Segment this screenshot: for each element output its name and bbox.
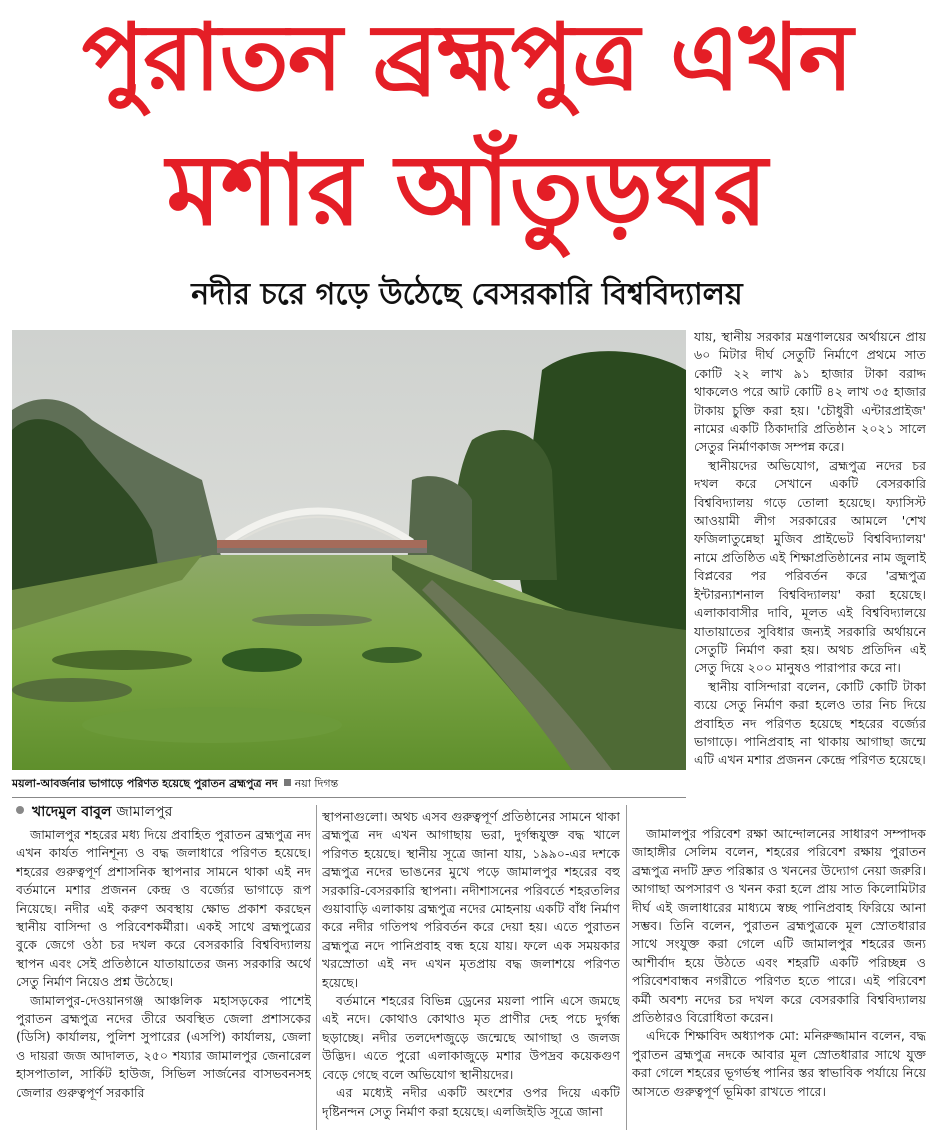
paragraph: এদিকে শিক্ষাবিদ অধ্যাপক মো: মনিরুজ্জামান বলেন, বদ্ধ পুরাতন ব্রহ্মপুত্র নদকে আবার মূল স্রোতধারার সাথে যুক্ত করা গেলে শহরের ভূগর্ভস্থ পানির স্তর স্বাভাবিক পর্যায়ে নিয়ে আসতে গুরুত্বপূর্ণ ভূমিকা রাখতে পারে। [632,1028,926,1099]
paragraph: জামালপুর শহরের মধ্য দিয়ে প্রবাহিত পুরাতন ব্রহ্মপুত্র নদ এখন কার্যত পানিশূন্য ও বদ্ধ জলাধারে পরিণত হয়েছে। শহরের গুরুত্বপূর্ণ প্রশাসনিক স্থাপনার সামনে থাকা এই নদ বর্তমানে মশার প্রজনন কেন্দ্র ও বর্জ্যের ভাগাড়ে রূপ নিয়েছে। নদীর এই করুণ অবস্থায় ক্ষোভ প্রকাশ করছেন স্থানীয় বাসিন্দা ও পরিবেশকর্মীরা। একই সাথে ব্রহ্মপুত্রের বুকে জেগে ওঠা চর দখল করে বেসরকারি বিশ্ববিদ্যালয় স্থাপন এবং সেই প্রতিষ্ঠানে যাতায়াতের জন্য সরকারি অর্থে সেতু নির্মাণ নিয়েও প্রশ্ন উঠেছে। [16,827,311,990]
column-divider [626,805,627,1130]
subheadline: নদীর চরে গড়ে উঠেছে বেসরকারি বিশ্ববিদ্যালয় [191,277,743,312]
paragraph: স্থাপনাগুলো। অথচ এসব গুরুত্বপূর্ণ প্রতিষ্ঠানের সামনে থাকা ব্রহ্মপুত্র নদ এখন আগাছায় ভরা, দুর্গন্ধযুক্ত বদ্ধ খালে পরিণত হয়েছে। স্থানীয় সূত্রে জানা যায়, ১৯৯০-এর দশকে ব্রহ্মপুত্র নদের ভাঙনের মুখে পড়ে জামালপুর শহরের বহু সরকারি-বেসরকারি স্থাপনা। নদীশাসনের পরিবর্তে শহরতলির গুয়াবাড়ি এলাকায় ব্রহ্মপুত্র নদের মোহনায় একটি বাঁধ নির্মাণ করে নদীর গতিপথ পরিবর্তন করে দেয়া হয়। এতে পুরাতন ব্রহ্মপুত্র নদে পানিপ্রবাহ বন্ধ হয়ে যায়। ফলে এক সময়কার খরস্রোতা এই নদ এখন মৃতপ্রায় বদ্ধ জলাশয়ে পরিণত হয়েছে। [322,809,620,990]
bullet-icon [16,806,24,814]
article-column-2 [322,808,620,1128]
article-column-3-top [694,328,926,814]
photo-caption [12,775,686,798]
article-column-1 [16,826,311,1126]
byline [16,800,172,824]
river-photo [12,330,686,770]
paragraph: স্থানীয় বাসিন্দারা বলেন, কোটি কোটি টাকা ব্যয়ে সেতু নির্মাণ করা হলেও তার নিচ দিয়ে প্রবাহিত নদ পরিণত হয়েছে শহরের বর্জ্যের ভাগাড়ে। পানিপ্রবাহ না থাকায় আগাছা জন্মে এটি এখন মশার প্রজনন কেন্দ্রে পরিণত হয়েছে। [694,678,926,768]
paragraph: বর্তমানে শহরের বিভিন্ন ড্রেনের ময়লা পানি এসে জমছে এই নদে। কোথাও কোথাও মৃত প্রাণীর দেহ পচে দুর্গন্ধ ছড়াচ্ছে। নদীর তলদেশজুড়ে জন্মেছে আগাছা ও জলজ উদ্ভিদ। এতে পুরো এলাকাজুড়ে মশার উপদ্রব কয়েকগুণ বেড়ে গেছে বলে অভিযোগ স্থানীয়দের। [322,993,620,1082]
caption-text: ময়লা-আবর্জনার ভাগাড়ে পরিণত হয়েছে পুরাতন ব্রহ্মপুত্র নদ [12,777,278,790]
paragraph: জামালপুর-দেওয়ানগঞ্জ আঞ্চলিক মহাসড়কের পাশেই পুরাতন ব্রহ্মপুত্র নদের তীরে অবস্থিত জেলা প্রশাসকের (ডিসি) কার্যালয়, পুলিশ সুপারের (এসপি) কার্যালয়, জেলা ও দায়রা জজ আদালত, ২৫০ শয্যার জামালপুর জেনারেল হাসপাতাল, সার্কিট হাউজ, সিভিল সার্জনের বাসভবনসহ জেলার গুরুত্বপূর্ণ সরকারি [16,992,311,1100]
author-name: খাদেমুল বাবুল [32,804,112,820]
headline-line-2: মশার আঁতুড়ঘর [166,134,768,248]
byline-location: জামালপুর [116,804,173,820]
paragraph: যায়, স্থানীয় সরকার মন্ত্রণালয়ের অর্থায়নে প্রায় ৬০ মিটার দীর্ঘ সেতুটি নির্মাণে প্রথমে সাত কোটি ২২ লাখ ৯১ হাজার টাকা বরাদ্দ থাকলেও পরে আট কোটি ৪২ লাখ ৩৫ হাজার টাকায় চুক্তি করা হয়। 'চৌধুরী এন্টারপ্রাইজ' নামের একটি ঠিকাদারি প্রতিষ্ঠান ২০২১ সালে সেতুর নির্মাণকাজ সম্পন্ন করে। [694,329,926,455]
paragraph: জামালপুর পরিবেশ রক্ষা আন্দোলনের সাধারণ সম্পাদক জাহাঙ্গীর সেলিম বলেন, শহরের পরিবেশ রক্ষায় পুরাতন ব্রহ্মপুত্র নদটি দ্রুত পরিষ্কার ও খননের উদ্যোগ নেয়া জরুরি। আগাছা অপসারণ ও খনন করা হলে প্রায় সাত কিলোমিটার দীর্ঘ এই জলাধারের মাধ্যমে স্বচ্ছ পানিপ্রবাহ ফিরিয়ে আনা সম্ভব। তিনি বলেন, পুরাতন ব্রহ্মপুত্রকে মূল স্রোতধারার সাথে সংযুক্ত করা গেলে এটি জামালপুর শহরের জন্য আশীর্বাদ হয়ে উঠতে এবং শহরটি একটি পরিচ্ছন্ন ও পরিবেশবান্ধব নগরীতে পরিণত হতে পারে। এই পরিবেশ কর্মী অবশ্য নদের চর দখল করে বেসরকারি বিশ্ববিদ্যালয় প্রতিষ্ঠারও বিরোধিতা করেন। [632,826,926,1026]
photo-credit: নয়া দিগন্ত [294,777,339,790]
square-bullet-icon [284,779,291,786]
column-divider [316,805,317,1130]
headline-line-1: পুরাতন ব্রহ্মপুত্র এখন [81,4,853,111]
paragraph: এর মধ্যেই নদীর একটি অংশের ওপর দিয়ে একটি দৃষ্টিনন্দন সেতু নির্মাণ করা হয়েছে। এলজিইডি সূত্রে জানা [322,1085,620,1119]
paragraph: স্থানীয়দের অভিযোগ, ব্রহ্মপুত্র নদের চর দখল করে সেখানে একটি বেসরকারি বিশ্ববিদ্যালয় গড়ে তোলা হয়েছে। ফ্যাসিস্ট আওয়ামী লীগ সরকারের আমলে 'শেখ ফজিলাতুন্নেছা মুজিব প্রাইভেট বিশ্ববিদ্যালয়' নামে প্রতিষ্ঠিত এই শিক্ষাপ্রতিষ্ঠানের নাম জুলাই বিপ্লবের পর পরিবর্তন করে 'ব্রহ্মপুত্র ইন্টারন্যাশনাল বিশ্ববিদ্যালয়' করা হয়েছে। এলাকাবাসীর দাবি, মূলত এই বিশ্ববিদ্যালয়ে যাতায়াতের সুবিধার জন্যই সরকারি অর্থায়নে সেতুটি নির্মাণ করা হয়। অথচ প্রতিদিন এই সেতু দিয়ে ২০০ মানুষও পারাপার করে না। [694,457,926,676]
article-column-3-bottom [632,825,926,1125]
